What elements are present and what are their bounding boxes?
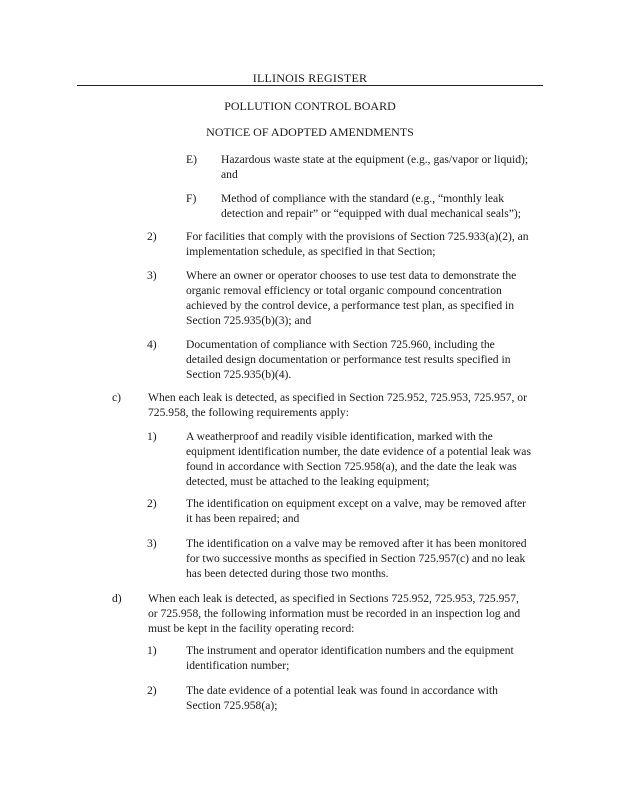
item-text	[186, 229, 556, 259]
item-text	[221, 152, 551, 182]
text-line: When each leak is detected, as specified in Sections 725.952, 725.953, 725.957,	[148, 592, 519, 605]
item-text	[221, 191, 551, 221]
item-label: 3)	[147, 269, 157, 282]
item-label: F)	[186, 192, 197, 205]
text-line: and	[221, 168, 238, 181]
item-text	[148, 591, 558, 636]
item-label: 1)	[147, 430, 157, 443]
text-line: must be kept in the facility operating record:	[148, 622, 355, 635]
item-text	[186, 643, 556, 673]
text-line: A weatherproof and readily visible identification, marked with the	[186, 430, 493, 443]
text-line: detailed design documentation or performance test results specified in	[186, 353, 511, 366]
text-line: found in accordance with Section 725.958(a), and the date the leak was	[186, 460, 517, 473]
text-line: or 725.958, the following information must be recorded in an inspection log and	[148, 607, 521, 620]
item-text	[186, 268, 556, 328]
text-line: Documentation of compliance with Section 725.960, including the	[186, 338, 495, 351]
text-line: Section 725.958(a);	[186, 699, 278, 712]
item-label: 2)	[147, 684, 157, 697]
text-line: When each leak is detected, as specified in Section 725.952, 725.953, 725.957, or	[148, 391, 527, 404]
text-line: achieved by the control device, a performance test plan, as specified in	[186, 299, 515, 312]
text-line: The date evidence of a potential leak was found in accordance with	[186, 684, 498, 697]
item-label: 1)	[147, 644, 157, 657]
item-label: 2)	[147, 230, 157, 243]
text-line: equipment identification number, the date evidence of a potential leak was	[186, 445, 531, 458]
text-line: 725.958, the following requirements apply:	[148, 406, 349, 419]
text-line: detected, must be attached to the leaking equipment;	[186, 475, 430, 488]
board-header: POLLUTION CONTROL BOARD	[224, 99, 396, 113]
item-label: c)	[112, 391, 122, 404]
item-label: E)	[186, 153, 197, 166]
text-line: has been detected during those two months.	[186, 567, 389, 580]
notice-header: NOTICE OF ADOPTED AMENDMENTS	[206, 125, 414, 139]
text-line: it has been repaired; and	[186, 512, 300, 525]
text-line: The instrument and operator identification numbers and the equipment	[186, 644, 514, 657]
text-line: organic removal efficiency or total organic compound concentration	[186, 284, 502, 297]
text-line: Hazardous waste state at the equipment (e.g., gas/vapor or liquid);	[221, 153, 529, 166]
text-line: Section 725.935(b)(3); and	[186, 314, 312, 327]
text-line: for two successive months as specified in Section 725.957(c) and no leak	[186, 552, 526, 565]
text-line: identification number;	[186, 659, 290, 672]
item-label: 3)	[147, 537, 157, 550]
text-line: Method of compliance with the standard (e.g., “monthly leak	[221, 192, 504, 205]
text-line: The identification on a valve may be removed after it has been monitored	[186, 537, 527, 550]
item-text	[148, 390, 558, 420]
item-text	[186, 429, 556, 489]
text-line: The identification on equipment except on a valve, may be removed after	[186, 497, 526, 510]
item-text	[186, 536, 556, 581]
item-text	[186, 683, 556, 713]
text-line: implementation schedule, as specified in that Section;	[186, 245, 436, 258]
item-label: 2)	[147, 497, 157, 510]
item-text	[186, 496, 556, 526]
register-header: ILLINOIS REGISTER	[252, 71, 368, 85]
item-text	[186, 337, 556, 382]
item-label: d)	[112, 592, 122, 605]
text-line: Section 725.935(b)(4).	[186, 368, 292, 381]
text-line: Where an owner or operator chooses to use test data to demonstrate the	[186, 269, 517, 282]
header-rule	[77, 85, 543, 86]
item-label: 4)	[147, 338, 157, 351]
text-line: detection and repair” or “equipped with dual mechanical seals”);	[221, 207, 522, 220]
text-line: For facilities that comply with the provisions of Section 725.933(a)(2), an	[186, 230, 529, 243]
